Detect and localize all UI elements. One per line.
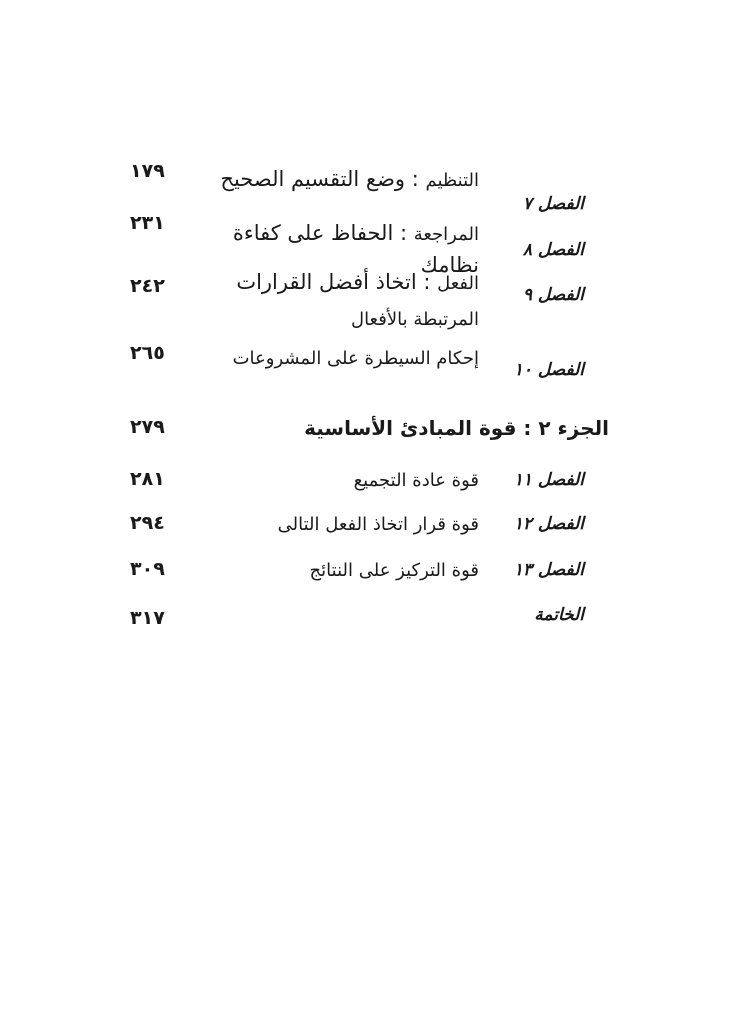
chapter-title-main: التنظيم (425, 170, 479, 191)
page-number: ٢٧٩ (130, 416, 165, 438)
part-name: قوة المبادئ الأساسية (304, 416, 517, 440)
chapter-label: الفصل ١١ (513, 470, 584, 490)
page-number: ٢٦٥ (130, 342, 165, 364)
chapter-title-main: المراجعة (413, 224, 479, 245)
chapter-title-sub: : الحفاظ على كفاءة نظامك (232, 221, 479, 277)
chapter-title-main: قوة قرار اتخاذ الفعل التالى (277, 514, 479, 535)
chapter-title (179, 267, 479, 335)
page-number: ٢٨١ (130, 468, 165, 490)
chapter-title-main: إحكام السيطرة على المشروعات (232, 348, 479, 369)
chapter-title (179, 510, 479, 540)
page-number: ٢٣١ (130, 212, 165, 234)
chapter-title-main: قوة التركيز على النتائج (309, 560, 479, 581)
chapter-label: الفصل ١٣ (513, 560, 584, 580)
page-number: ٢٤٢ (130, 275, 165, 297)
chapter-title (179, 466, 479, 496)
page-number: ١٧٩ (130, 160, 165, 182)
page-number: ٣٠٩ (130, 558, 165, 580)
page-number: ٣١٧ (130, 607, 165, 629)
chapter-label: الفصل ٧ (522, 194, 584, 214)
chapter-title (179, 164, 479, 196)
chapter-title (179, 344, 479, 374)
chapter-label: الفصل ٨ (522, 240, 584, 260)
chapter-title-main: الفعل (437, 273, 479, 294)
chapter-label: الفصل ١٢ (513, 514, 584, 534)
chapter-label: الفصل ١٠ (513, 360, 584, 380)
chapter-title (179, 556, 479, 586)
page-number: ٢٩٤ (130, 512, 165, 534)
part-title (304, 416, 609, 440)
chapter-title-line2: المرتبطة بالأفعال (350, 309, 479, 330)
part-label: الجزء ٢ : (523, 416, 609, 440)
chapter-title-main: قوة عادة التجميع (353, 470, 479, 491)
chapter-title-sub: : اتخاذ أفضل القرارات (236, 270, 438, 294)
conclusion-label: الخاتمة (534, 605, 584, 625)
chapter-title-sub: : وضع التقسيم الصحيح (220, 167, 426, 191)
chapter-label: الفصل ٩ (522, 285, 584, 305)
